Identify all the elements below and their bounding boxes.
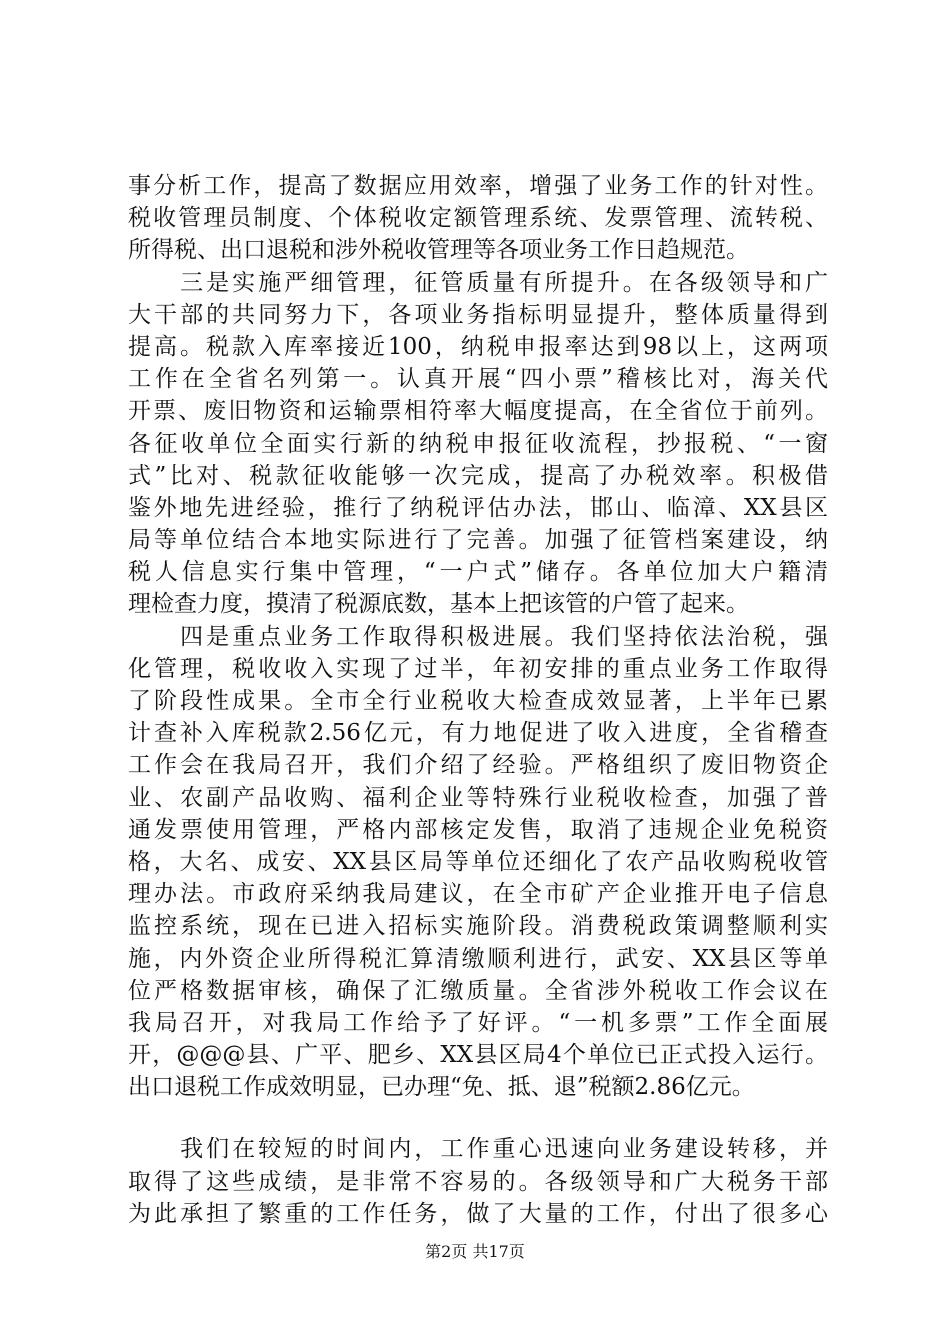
- text-line: 位严格数据审核，确保了汇缴质量。全省涉外税收工作会议在: [128, 977, 828, 1004]
- text-line: 大干部的共同努力下，各项业务指标明显提升，整体质量得到: [128, 301, 828, 328]
- text-line: 了阶段性成果。全市全行业税收大检查成效显著，上半年已累: [128, 688, 828, 714]
- text-line: 税收管理员制度、个体税收定额管理系统、发票管理、流转税、: [128, 205, 828, 232]
- text-line: 为此承担了繁重的工作任务，做了大量的工作，付出了很多心: [128, 1200, 828, 1227]
- text-line: 化管理，税收收入实现了过半，年初安排的重点业务工作取得: [128, 655, 828, 682]
- text-line: 开，@@@县、广平、肥乡、XX县区局4个单位已正式投入运行。: [128, 1042, 828, 1069]
- text-line: 税人信息实行集中管理，“一户式”储存。各单位加大户籍清: [128, 559, 828, 586]
- text-line: 各征收单位全面实行新的纳税申报征收流程，抄报税、“一窗: [128, 430, 828, 457]
- paragraph-2: [128, 267, 828, 621]
- text-line: 通发票使用管理，严格内部核定发售，取消了违规企业免税资: [128, 816, 828, 843]
- text-line: 局等单位结合本地实际进行了完善。加强了征管档案建设，纳: [128, 527, 828, 554]
- text-line: 工作会在我局召开，我们介绍了经验。严格组织了废旧物资企: [128, 752, 828, 779]
- paragraph-1: [128, 170, 828, 267]
- text-line: 四是重点业务工作取得积极进展。我们坚持依法治税，强: [128, 623, 828, 650]
- paragraph-3: [128, 621, 828, 1104]
- text-line: 理办法。市政府采纳我局建议，在全市矿产企业推开电子信息: [128, 881, 828, 908]
- text-line: 出口退税工作成效明显，已办理“免、抵、退”税额2.86亿元。: [128, 1074, 755, 1101]
- document-body: [128, 170, 828, 1230]
- paragraph-gap: [128, 1103, 828, 1133]
- text-line: 业、农副产品收购、福利企业等特殊行业税收检查，加强了普: [128, 784, 828, 811]
- text-line: 计查补入库税款2.56亿元，有力地促进了收入进度，全省稽查: [128, 720, 828, 747]
- text-line: 取得了这些成绩，是非常不容易的。各级领导和广大税务干部: [128, 1168, 828, 1195]
- text-line: 三是实施严细管理，征管质量有所提升。在各级领导和广: [128, 269, 828, 296]
- text-line: 提高。税款入库率接近100，纳税申报率达到98以上，这两项: [128, 333, 828, 360]
- text-line: 监控系统，现在已进入招标实施阶段。消费税政策调整顺利实: [128, 913, 828, 940]
- text-line: 开票、废旧物资和运输票相符率大幅度提高，在全省位于前列。: [128, 398, 828, 425]
- text-line: 所得税、出口退税和涉外税收管理等各项业务工作日趋规范。: [128, 237, 749, 264]
- text-line: 理检查力度，摸清了税源底数，基本上把该管的户管了起来。: [128, 591, 749, 618]
- text-line: 施，内外资企业所得税汇算清缴顺利进行，武安、XX县区等单: [128, 945, 828, 972]
- text-line: 格，大名、成安、XX县区局等单位还细化了农产品收购税收管: [128, 848, 828, 875]
- page-number-footer: 第2页 共17页: [425, 1242, 525, 1261]
- text-line: 鉴外地先进经验，推行了纳税评估办法，邯山、临漳、XX县区: [128, 494, 828, 521]
- text-line: 式”比对、税款征收能够一次完成，提高了办税效率。积极借: [128, 462, 828, 489]
- text-line: 工作在全省名列第一。认真开展“四小票”稽核比对，海关代: [128, 366, 828, 393]
- text-line: 事分析工作，提高了数据应用效率，增强了业务工作的针对性。: [128, 173, 828, 199]
- text-line: 我局召开，对我局工作给予了好评。“一机多票”工作全面展: [128, 1009, 828, 1036]
- text-line: 我们在较短的时间内，工作重心迅速向业务建设转移，并: [128, 1136, 828, 1163]
- paragraph-4: [128, 1133, 828, 1230]
